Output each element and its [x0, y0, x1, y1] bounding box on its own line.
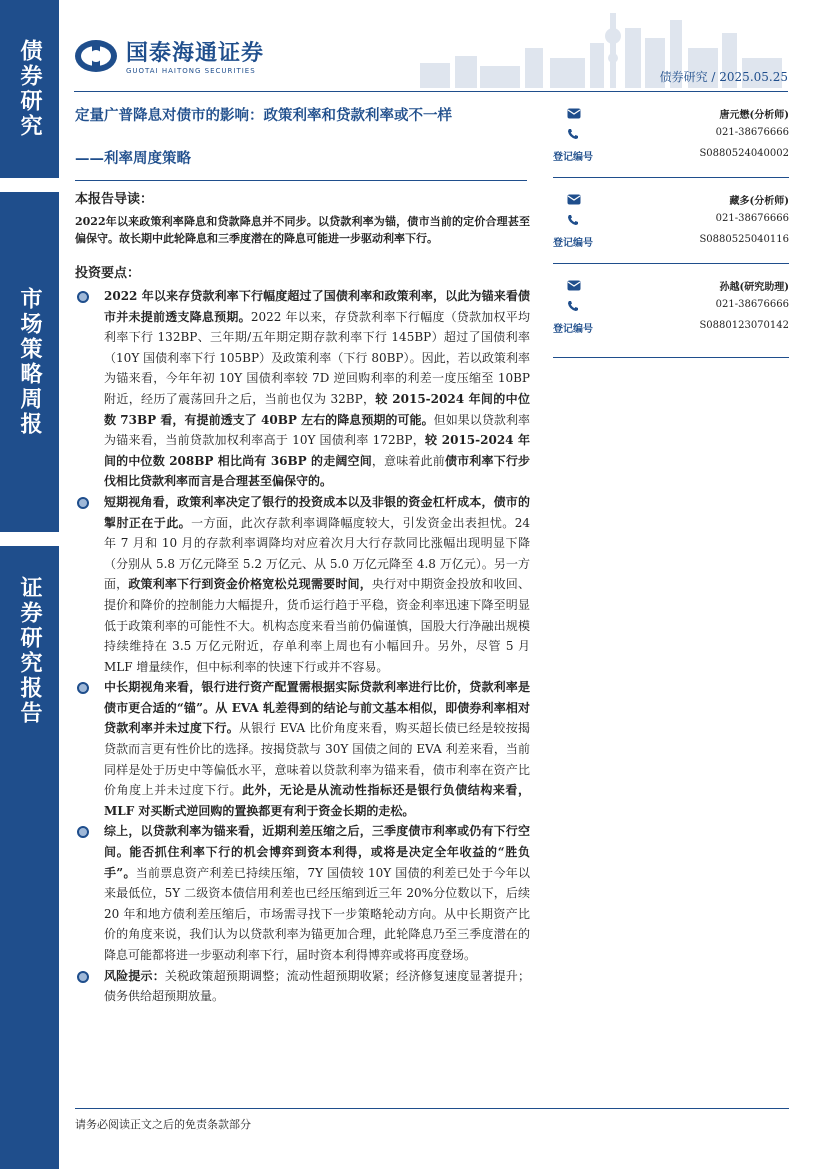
key-point-item	[75, 966, 530, 1007]
analyst-card	[553, 106, 789, 172]
analyst-name: 藏多(分析师)	[729, 196, 789, 207]
bullet-circle-icon	[77, 497, 89, 509]
header-category: 债券研究	[659, 70, 708, 84]
company-logo	[74, 36, 264, 75]
analyst-card	[553, 192, 789, 258]
key-point-emphasis: 中长期视角来看，银行进行资产配置需根据实际贷款利率进行比价，贷款利率是债市更合适的“锚”。从 EVA 轧差得到的结论与前文基本相似，即债券利率相对贷款利率并未过度下行。	[104, 680, 530, 736]
analyst-reg-number: S0880525040116	[699, 234, 789, 245]
bullet-circle-icon	[77, 826, 89, 838]
company-name-cn: 国泰海通证券	[126, 41, 265, 66]
key-points-list	[75, 286, 530, 1007]
sidebar-block-weekly	[0, 192, 59, 532]
key-point-item	[75, 677, 530, 821]
analyst-reg-label: 登记编号	[553, 324, 593, 335]
sidebar-block-report	[0, 546, 59, 1169]
key-point-text: 但如果以贷款利率为锚来看，当前贷款加权利率高于 10Y 国债利率 172BP，	[104, 412, 530, 448]
header-date: 2025.05.25	[719, 70, 788, 84]
title-divider	[75, 180, 527, 181]
key-point-item	[75, 492, 530, 677]
key-point-text: 当前票息资产利差已持续压缩，7Y 国债较 10Y 国债的利差已处于今年以来最低位，5Y 二级资本债信用利差也已经压缩到近三年 20%分位数以下，后续 20 年和地方债利差压缩后，市场需寻找下一步策略轮动方向。从中长期资产比价的角度来说，我们认为以贷款利率为锚更加合理，此轮降息乃至三季度潜在的降息可能都将进一步驱动利率下行，届时资本利得博弈或将再度登场。	[104, 865, 530, 962]
sidebar-label-report: 证券研究报告	[17, 576, 42, 726]
key-point-text: ，意味着此前	[371, 453, 445, 468]
report-title: 定量广普降息对债市的影响：政策利率和贷款利率或不一样	[75, 107, 452, 124]
key-point-emphasis: 综上，以贷款利率为锚来看，近期利差压缩之后，三季度债市利率或仍有下行空间。能否抓住利率下行的机会博弈到资本利得，或将是决定全年收益的“胜负手”。	[104, 824, 530, 880]
header-separator: /	[711, 70, 720, 84]
mail-icon	[567, 280, 581, 291]
analyst-phone: 021-38676666	[715, 213, 789, 224]
analyst-phone: 021-38676666	[715, 127, 789, 138]
sidebar-block-bond-research	[0, 0, 59, 178]
analyst-card	[553, 278, 789, 344]
bullet-circle-icon	[77, 971, 89, 983]
analyst-divider	[553, 357, 789, 358]
key-point-text: 一方面，此次存款利率调降幅度较大，引发资金出表担忧。24 年 7 月和 10 月的存款利率调降均对应着次月大行存款同比涨幅出现明显下降（分别从 5.8 万亿元降至 5.2 万亿元、从 5.0 万亿元降至 4.8 万亿元）。另一方面，	[104, 515, 530, 592]
key-point-text: 央行对中期资金投放和收回、提价和降价的控制能力大幅提升，货币运行趋于平稳，资金利率迅速下降至明显低于政策利率的可能性不大。机构态度来看当前仍偏谨慎，国股大行净融出规模持续维持在 3.5 万亿元附近，存单利率上周也有小幅回升。另外，尽管 5 月 MLF 增量续作，但中标利率的快速下行或并不容易。	[104, 577, 530, 674]
key-point-emphasis: 较 2015-2024 年间的中位数 73BP 看，有提前透支了 40BP 左右的降息预期的可能。	[104, 391, 530, 427]
key-point-emphasis: 风险提示：	[104, 968, 165, 983]
phone-icon	[567, 214, 579, 226]
sidebar-label-weekly: 市场策略周报	[17, 287, 42, 437]
bullet-circle-icon	[77, 682, 89, 694]
key-point-item	[75, 286, 530, 492]
company-logo-icon	[74, 39, 118, 73]
header-divider	[74, 91, 788, 92]
analyst-name: 孙越(研究助理)	[719, 282, 789, 293]
analyst-name: 唐元懋(分析师)	[719, 110, 789, 121]
company-name-en: GUOTAI HAITONG SECURITIES	[126, 67, 256, 75]
report-subtitle: ——利率周度策略	[75, 150, 191, 167]
key-point-emphasis: 短期视角看，政策利率决定了银行的投资成本以及非银的资金杠杆成本，债市的掣肘正在于此。	[104, 494, 530, 530]
sidebar-gap	[0, 178, 59, 192]
guide-heading: 本报告导读：	[75, 192, 154, 207]
analyst-reg-label: 登记编号	[553, 238, 593, 249]
analyst-reg-label: 登记编号	[553, 152, 593, 163]
footer-divider	[75, 1108, 789, 1109]
key-point-emphasis: 政策利率下行到资金价格宽松兑现需要时间，	[128, 577, 372, 592]
sidebar-gap	[0, 532, 59, 546]
sidebar-label-bond-research: 债券研究	[17, 39, 42, 139]
key-point-item	[75, 821, 530, 965]
analyst-reg-number: S0880524040002	[699, 148, 789, 159]
analyst-reg-number: S0880123070142	[699, 320, 789, 331]
key-point-emphasis: 较 2015-2024 年间的中位数 208BP 相比尚有 36BP 的走阔空间	[104, 433, 530, 468]
phone-icon	[567, 128, 579, 140]
analyst-phone: 021-38676666	[715, 299, 789, 310]
phone-icon	[567, 300, 579, 312]
key-point-text: 关税政策超预期调整；流动性超预期收紧；经济修复速度显著提升；债务供给超预期放量。	[104, 968, 530, 1004]
sidebar	[0, 0, 59, 1169]
key-point-text: 2022 年以来，存贷款利率下行幅度（贷款加权平均利率下行 132BP、三年期/五年期定期存款利率下行 145BP）超过了国债利率（10Y 国债利率下行 105BP）及政策利率（下行 80BP）。因此，若以政策利率为锚来看，今年年初 10Y 国债利率较 7D 逆回购利率的利差一度压缩至 10BP 附近，经历了震荡回升之后，当前也仅为 32BP，	[104, 309, 530, 406]
footer-disclaimer: 请务必阅读正文之后的免责条款部分	[75, 1118, 251, 1131]
mail-icon	[567, 108, 581, 119]
key-points-heading: 投资要点：	[75, 266, 141, 281]
key-point-emphasis: 2022 年以来存贷款利率下行幅度超过了国债利率和政策利率，以此为锚来看债市并未提前透支降息预期。	[104, 289, 530, 324]
header-meta	[660, 68, 788, 85]
mail-icon	[567, 194, 581, 205]
key-point-emphasis: 此外，无论是从流动性指标还是银行负债结构来看，MLF 对买断式逆回购的置换都更有利于资金长期的走松。	[104, 783, 530, 818]
bullet-circle-icon	[77, 291, 89, 303]
analyst-divider	[553, 263, 789, 264]
key-point-emphasis: 债市利率下行步伐相比贷款利率而言是合理甚至偏保守的。	[104, 453, 530, 489]
key-point-text: 从银行 EVA 比价角度来看，购买超长债已经是较按揭贷款而言更有性价比的选择。按揭贷款与 30Y 国债之间的 EVA 利差来看，当前同样是处于历史中等偏低水平，意味着以贷款利率为锚来看，债市利率在资产比价角度上并未过度下行。	[104, 721, 530, 798]
analyst-divider	[553, 177, 789, 178]
guide-text: 2022年以来政策利率降息和贷款降息并不同步。以贷款利率为锚，债市当前的定价合理甚至偏保守。故长期中此轮降息和三季度潜在的降息可能进一步驱动利率下行。	[75, 215, 530, 245]
